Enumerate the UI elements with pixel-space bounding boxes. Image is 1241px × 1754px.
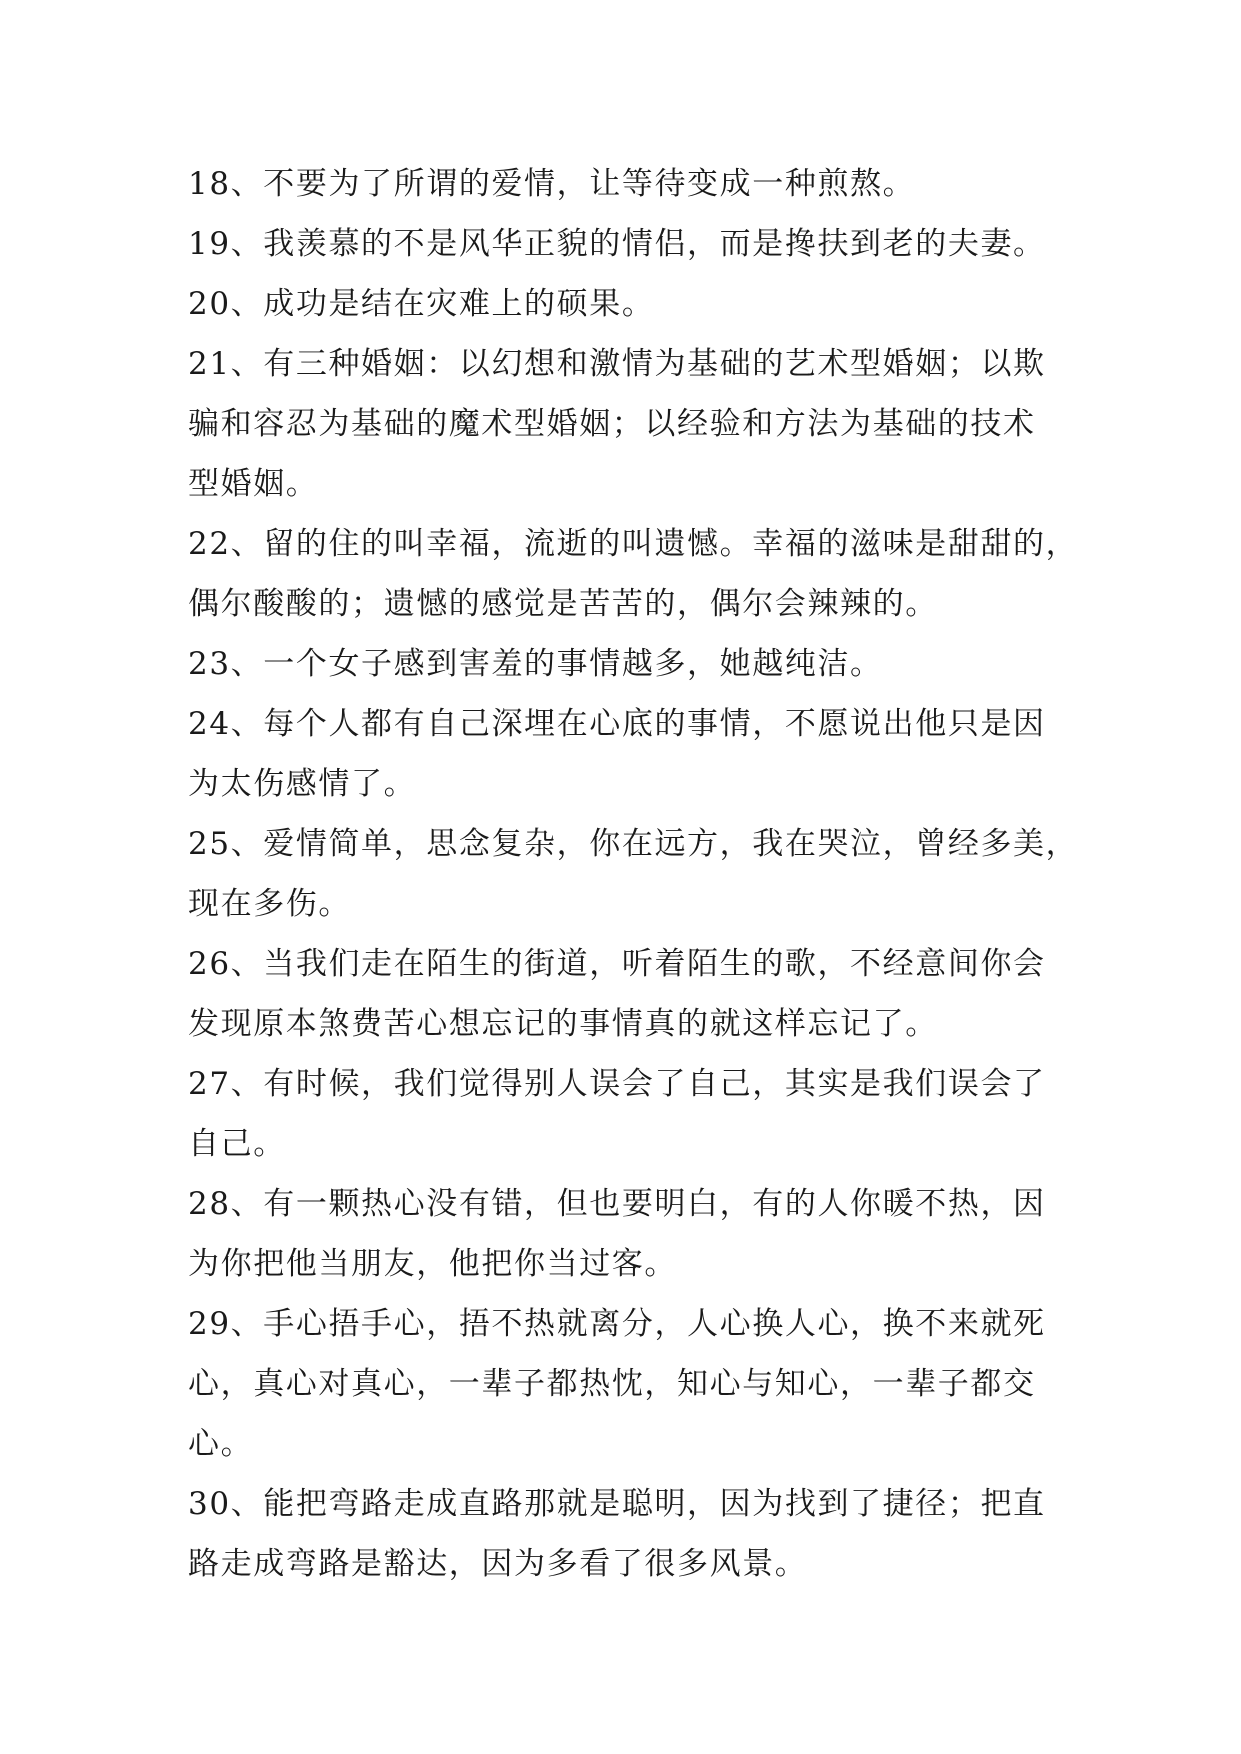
text-line: 现在多伤。	[188, 886, 351, 922]
text-line: 发现原本煞费苦心想忘记的事情真的就这样忘记了。	[188, 1006, 938, 1042]
text-line: 25、爱情简单，思念复杂，你在远方，我在哭泣，曾经多美，	[188, 826, 1079, 862]
text-line: 骗和容忍为基础的魔术型婚姻；以经验和方法为基础的技术	[188, 406, 1036, 442]
text-line: 22、留的住的叫幸福，流逝的叫遗憾。幸福的滋味是甜甜的，	[188, 526, 1079, 562]
text-line: 偶尔酸酸的；遗憾的感觉是苦苦的，偶尔会辣辣的。	[188, 586, 938, 622]
text-line: 18、不要为了所谓的爱情，让等待变成一种煎熬。	[188, 166, 916, 202]
text-line: 27、有时候，我们觉得别人误会了自己，其实是我们误会了	[188, 1066, 1046, 1102]
text-line: 路走成弯路是豁达，因为多看了很多风景。	[188, 1546, 808, 1582]
text-line: 29、手心捂手心，捂不热就离分，人心换人心，换不来就死	[188, 1306, 1046, 1342]
text-line: 为你把他当朋友，他把你当过客。	[188, 1246, 677, 1282]
document-body	[188, 154, 1088, 1594]
text-line: 23、一个女子感到害羞的事情越多，她越纯洁。	[188, 646, 883, 682]
text-line: 21、有三种婚姻：以幻想和激情为基础的艺术型婚姻；以欺	[188, 346, 1046, 382]
text-line: 19、我羡慕的不是风华正貌的情侣，而是搀扶到老的夫妻。	[188, 226, 1046, 262]
text-line: 心，真心对真心，一辈子都热忱，知心与知心，一辈子都交	[188, 1366, 1036, 1402]
text-line: 28、有一颗热心没有错，但也要明白，有的人你暖不热，因	[188, 1186, 1046, 1222]
text-line: 型婚姻。	[188, 466, 319, 502]
text-line: 心。	[188, 1426, 254, 1462]
text-line: 30、能把弯路走成直路那就是聪明，因为找到了捷径；把直	[188, 1486, 1046, 1522]
text-line: 20、成功是结在灾难上的硕果。	[188, 286, 655, 322]
text-line: 24、每个人都有自己深埋在心底的事情，不愿说出他只是因	[188, 706, 1046, 742]
text-line: 26、当我们走在陌生的街道，听着陌生的歌，不经意间你会	[188, 946, 1046, 982]
text-line: 为太伤感情了。	[188, 766, 417, 802]
text-line: 自己。	[188, 1126, 286, 1162]
